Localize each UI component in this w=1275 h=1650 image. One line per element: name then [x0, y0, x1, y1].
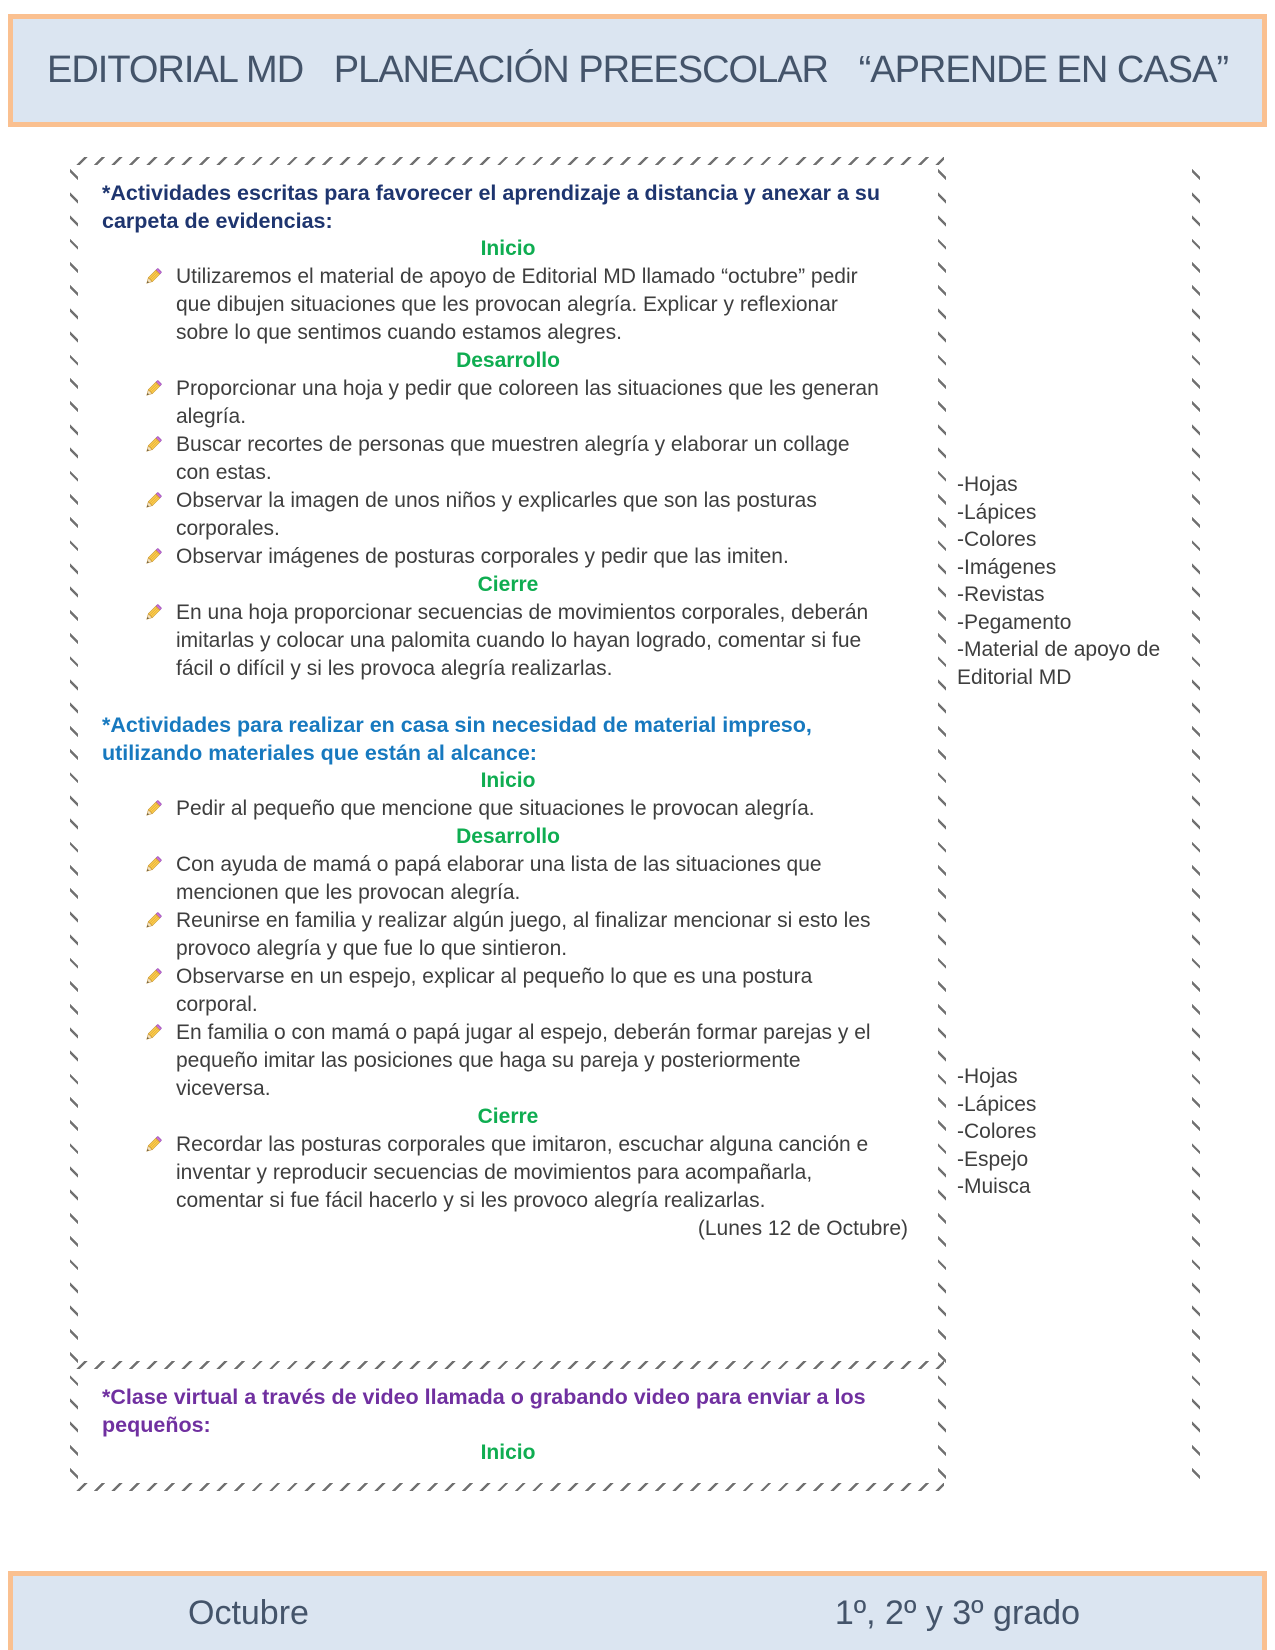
header-bar	[8, 14, 1267, 127]
materials-list-home	[957, 1063, 1185, 1201]
material-item: -Revistas	[957, 583, 1045, 606]
dashed-border-left	[70, 157, 78, 1491]
dashed-border-column-divider	[938, 157, 946, 1491]
activity-item	[102, 1131, 914, 1215]
activity-item	[102, 851, 914, 907]
materials-list-printed	[957, 471, 1185, 691]
page-title: PLANEACIÓN PREESCOLAR	[333, 49, 828, 91]
activity-item	[102, 1019, 914, 1103]
activity-item	[102, 543, 914, 571]
activity-text: En una hoja proporcionar secuencias de movimientos corporales, deberán imitarlas y colocar una palomita cuando lo hayan logrado, comentar si fue fácil o difícil y si les provoca alegría realizarlas.	[176, 601, 869, 680]
activity-item	[102, 487, 914, 543]
grades-label: 1º, 2º y 3º grado	[834, 1593, 1080, 1632]
activity-text: Utilizaremos el material de apoyo de Editorial MD llamado “octubre” pedir que dibujen situaciones que les provocan alegría. Explicar y reflexionar sobre lo que sentimos cuando estamos alegres.	[176, 265, 858, 344]
activities-cell	[78, 165, 938, 1361]
material-item: -Imágenes	[957, 555, 1057, 579]
brand-title: EDITORIAL MD	[47, 49, 304, 91]
activity-item	[102, 907, 914, 963]
section-heading: *Clase virtual a través de video llamada o grabando video para enviar a los pequeños:	[102, 1385, 866, 1437]
dashed-border-right	[1192, 157, 1200, 1491]
footer-bar	[8, 1571, 1267, 1650]
activity-text: En familia o con mamá o papá jugar al espejo, deberán formar parejas y el pequeño imitar las posiciones que haga su pareja y posteriormente viceversa.	[176, 1021, 871, 1100]
phase-label: Inicio	[480, 769, 536, 792]
material-item: -Hojas	[957, 473, 1018, 496]
pencil-icon	[142, 375, 176, 431]
material-item: -Espejo	[957, 1147, 1029, 1171]
activity-text: Pedir al pequeño que mencione que situaciones le provocan alegría.	[176, 797, 815, 820]
activity-text: Recordar las posturas corporales que imitaron, escuchar alguna canción e inventar y reproducir secuencias de movimientos para acompañarla, comentar si fue fácil hacerlo y si les provoco alegría realizarlas.	[176, 1133, 869, 1212]
month-label: Octubre	[188, 1593, 309, 1632]
activity-text: Reunirse en familia y realizar algún juego, al finalizar mencionar si esto les provoco alegría y que fue lo que sintieron.	[176, 909, 871, 960]
activity-item	[102, 963, 914, 1019]
dashed-border-bottom	[70, 1483, 944, 1491]
activities-column	[78, 165, 938, 1483]
material-item: -Hojas	[957, 1065, 1018, 1088]
activity-text: Observar la imagen de unos niños y explicarles que son las posturas corporales.	[176, 489, 817, 540]
pencil-icon	[142, 1019, 176, 1103]
pencil-icon	[142, 487, 176, 543]
pencil-icon	[142, 543, 176, 571]
date-note: (Lunes 12 de Octubre)	[697, 1217, 908, 1240]
dashed-border-top	[70, 157, 944, 165]
phase-label: Cierre	[477, 1105, 539, 1128]
phase-label: Cierre	[477, 573, 539, 596]
material-item: -Lápices	[957, 1092, 1037, 1116]
activity-item	[102, 431, 914, 487]
pencil-icon	[142, 907, 176, 963]
material-item: -Colores	[957, 1120, 1037, 1143]
virtual-class-cell	[78, 1369, 938, 1483]
phase-label: Inicio	[480, 237, 536, 260]
section-heading: *Actividades para realizar en casa sin necesidad de material impreso, utilizando materiales que están al alcance:	[102, 713, 812, 765]
pencil-icon	[142, 263, 176, 347]
material-item: -Muisca	[957, 1175, 1031, 1198]
activity-text: Buscar recortes de personas que muestren alegría y elaborar un collage con estas.	[176, 433, 850, 484]
phase-label: Desarrollo	[456, 825, 560, 848]
activity-text: Observar imágenes de posturas corporales y pedir que las imiten.	[176, 545, 789, 568]
pencil-icon	[142, 795, 176, 823]
material-item: -Material de apoyo de Editorial MD	[957, 638, 1161, 689]
pencil-icon	[142, 963, 176, 1019]
pencil-icon	[142, 431, 176, 487]
activity-item	[102, 599, 914, 683]
pencil-icon	[142, 599, 176, 683]
activity-item	[102, 263, 914, 347]
activity-text: Proporcionar una hoja y pedir que coloreen las situaciones que les generan alegría.	[176, 377, 879, 428]
material-item: -Pegamento	[957, 610, 1072, 634]
pencil-icon	[142, 851, 176, 907]
activity-text: Observarse en un espejo, explicar al pequeño lo que es una postura corporal.	[176, 965, 813, 1016]
phase-label: Desarrollo	[456, 349, 560, 372]
material-item: -Colores	[957, 528, 1037, 551]
pencil-icon	[142, 1131, 176, 1215]
section-heading: *Actividades escritas para favorecer el aprendizaje a distancia y anexar a su carpeta de evidencias:	[102, 181, 880, 233]
material-item: -Lápices	[957, 500, 1037, 524]
activity-item	[102, 375, 914, 431]
activity-item	[102, 795, 914, 823]
page-subtitle: “APRENDE EN CASA”	[858, 49, 1228, 91]
phase-label: Inicio	[480, 1441, 536, 1464]
activity-text: Con ayuda de mamá o papá elaborar una lista de las situaciones que mencionen que les provocan alegría.	[176, 853, 822, 904]
